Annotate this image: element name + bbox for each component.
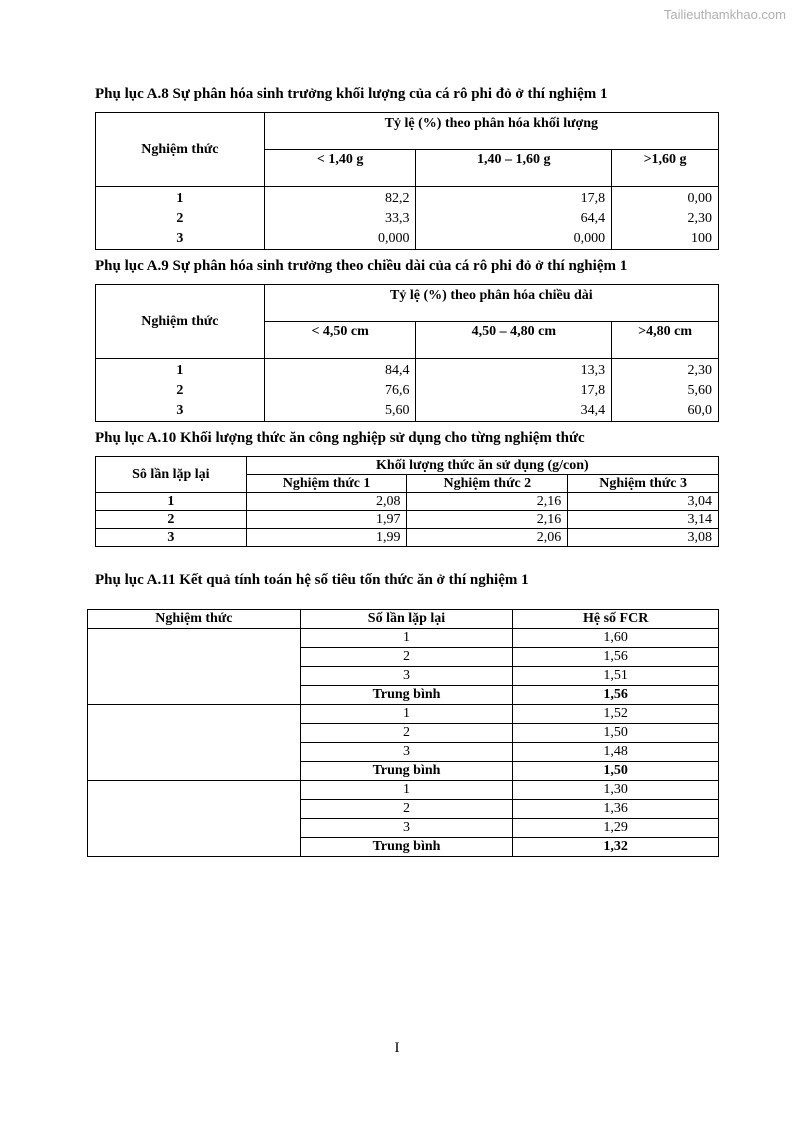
a10-row-label: 1 xyxy=(96,493,247,511)
a11-fcr: 1,56 xyxy=(513,648,719,667)
a8-col-header: < 1,40 g xyxy=(264,150,416,187)
a8-cell: 0,000 xyxy=(264,229,416,250)
a11-rep: 1 xyxy=(300,781,513,800)
a11-rep: 1 xyxy=(300,629,513,648)
a9-group-header: Tỷ lệ (%) theo phân hóa chiều dài xyxy=(264,285,718,322)
a10-cell: 2,16 xyxy=(407,493,568,511)
table-row xyxy=(96,209,719,229)
a11-fcr: 1,36 xyxy=(513,800,719,819)
a11-fcr: 1,50 xyxy=(513,724,719,743)
a11-fcr: 1,30 xyxy=(513,781,719,800)
a11-rep: 2 xyxy=(300,648,513,667)
table-row xyxy=(88,705,719,724)
a11-rep: 3 xyxy=(300,667,513,686)
a11-rep: 2 xyxy=(300,724,513,743)
a8-cell: 64,4 xyxy=(416,209,612,229)
a8-row-label: 2 xyxy=(96,209,265,229)
a11-treatment-cell xyxy=(88,781,301,857)
a9-cell: 34,4 xyxy=(416,401,612,422)
a9-row-header: Nghiệm thức xyxy=(96,285,265,359)
a11-title: Phụ lục A.11 Kết quả tính toán hệ số tiêu tốn thức ăn ở thí nghiệm 1 xyxy=(95,572,529,588)
table-row xyxy=(96,493,719,511)
a11-rep: 3 xyxy=(300,819,513,838)
table-row xyxy=(96,229,719,250)
a8-cell: 2,30 xyxy=(612,209,719,229)
a11-avg-label: Trung bình xyxy=(300,686,513,705)
a10-col-header: Nghiệm thức 1 xyxy=(246,475,407,493)
a8-title: Phụ lục A.8 Sự phân hóa sinh trưởng khối lượng của cá rô phi đỏ ở thí nghiệm 1 xyxy=(95,86,608,102)
a10-row-header: Sô lần lặp lại xyxy=(96,457,247,493)
a8-row-label: 1 xyxy=(96,187,265,210)
a8-cell: 33,3 xyxy=(264,209,416,229)
a9-row-label: 2 xyxy=(96,381,265,401)
a10-row-label: 3 xyxy=(96,529,247,547)
a8-col-header: >1,60 g xyxy=(612,150,719,187)
a10-table xyxy=(95,456,719,547)
table-row xyxy=(96,359,719,382)
a9-title: Phụ lục A.9 Sự phân hóa sinh trưởng theo chiều dài của cá rô phi đỏ ở thí nghiệm 1 xyxy=(95,258,628,274)
a8-col-header: 1,40 – 1,60 g xyxy=(416,150,612,187)
table-row xyxy=(96,187,719,210)
a11-rep: 3 xyxy=(300,743,513,762)
a11-fcr: 1,51 xyxy=(513,667,719,686)
a9-cell: 5,60 xyxy=(264,401,416,422)
a10-cell: 2,16 xyxy=(407,511,568,529)
a11-avg-value: 1,32 xyxy=(513,838,719,857)
table-row xyxy=(96,511,719,529)
table-row xyxy=(88,781,719,800)
a9-cell: 13,3 xyxy=(416,359,612,382)
a10-cell: 1,97 xyxy=(246,511,407,529)
a11-avg-value: 1,50 xyxy=(513,762,719,781)
a11-col-header: Nghiệm thức xyxy=(88,610,301,629)
a11-col-header: Hệ số FCR xyxy=(513,610,719,629)
a9-cell: 5,60 xyxy=(612,381,719,401)
a11-avg-label: Trung bình xyxy=(300,762,513,781)
a9-table xyxy=(95,284,719,422)
a9-cell: 17,8 xyxy=(416,381,612,401)
a11-treatment-cell xyxy=(88,629,301,705)
a8-cell: 82,2 xyxy=(264,187,416,210)
a8-cell: 17,8 xyxy=(416,187,612,210)
a10-cell: 2,06 xyxy=(407,529,568,547)
a10-cell: 3,08 xyxy=(568,529,719,547)
page-number: I xyxy=(394,1040,400,1056)
a9-cell: 84,4 xyxy=(264,359,416,382)
a8-table xyxy=(95,112,719,250)
a8-cell: 0,000 xyxy=(416,229,612,250)
a10-col-header: Nghiệm thức 3 xyxy=(568,475,719,493)
a8-row-header: Nghiệm thức xyxy=(96,113,265,187)
a8-cell: 0,00 xyxy=(612,187,719,210)
a10-col-header: Nghiệm thức 2 xyxy=(407,475,568,493)
a10-title: Phụ lục A.10 Khối lượng thức ăn công nghiệp sử dụng cho từng nghiệm thức xyxy=(95,430,585,446)
a11-treatment-cell xyxy=(88,705,301,781)
a9-cell: 2,30 xyxy=(612,359,719,382)
table-row xyxy=(96,401,719,422)
a11-rep: 1 xyxy=(300,705,513,724)
a8-row-label: 3 xyxy=(96,229,265,250)
a10-cell: 2,08 xyxy=(246,493,407,511)
table-row xyxy=(96,381,719,401)
a11-fcr: 1,52 xyxy=(513,705,719,724)
a11-rep: 2 xyxy=(300,800,513,819)
a8-group-header: Tỷ lệ (%) theo phân hóa khối lượng xyxy=(264,113,718,150)
a11-col-header: Số lần lặp lại xyxy=(300,610,513,629)
table-row xyxy=(96,529,719,547)
a10-group-header: Khối lượng thức ăn sử dụng (g/con) xyxy=(246,457,718,475)
a11-fcr: 1,60 xyxy=(513,629,719,648)
a10-row-label: 2 xyxy=(96,511,247,529)
a11-avg-label: Trung bình xyxy=(300,838,513,857)
a11-table xyxy=(87,609,719,857)
a11-avg-value: 1,56 xyxy=(513,686,719,705)
a10-cell: 1,99 xyxy=(246,529,407,547)
a9-cell: 76,6 xyxy=(264,381,416,401)
a11-fcr: 1,48 xyxy=(513,743,719,762)
a9-cell: 60,0 xyxy=(612,401,719,422)
a11-fcr: 1,29 xyxy=(513,819,719,838)
a9-col-header: 4,50 – 4,80 cm xyxy=(416,322,612,359)
a9-row-label: 1 xyxy=(96,359,265,382)
a9-col-header: < 4,50 cm xyxy=(264,322,416,359)
a10-cell: 3,14 xyxy=(568,511,719,529)
a9-row-label: 3 xyxy=(96,401,265,422)
watermark: Tailieuthamkhao.com xyxy=(663,7,786,22)
a9-col-header: >4,80 cm xyxy=(612,322,719,359)
table-row xyxy=(88,629,719,648)
a10-cell: 3,04 xyxy=(568,493,719,511)
a8-cell: 100 xyxy=(612,229,719,250)
